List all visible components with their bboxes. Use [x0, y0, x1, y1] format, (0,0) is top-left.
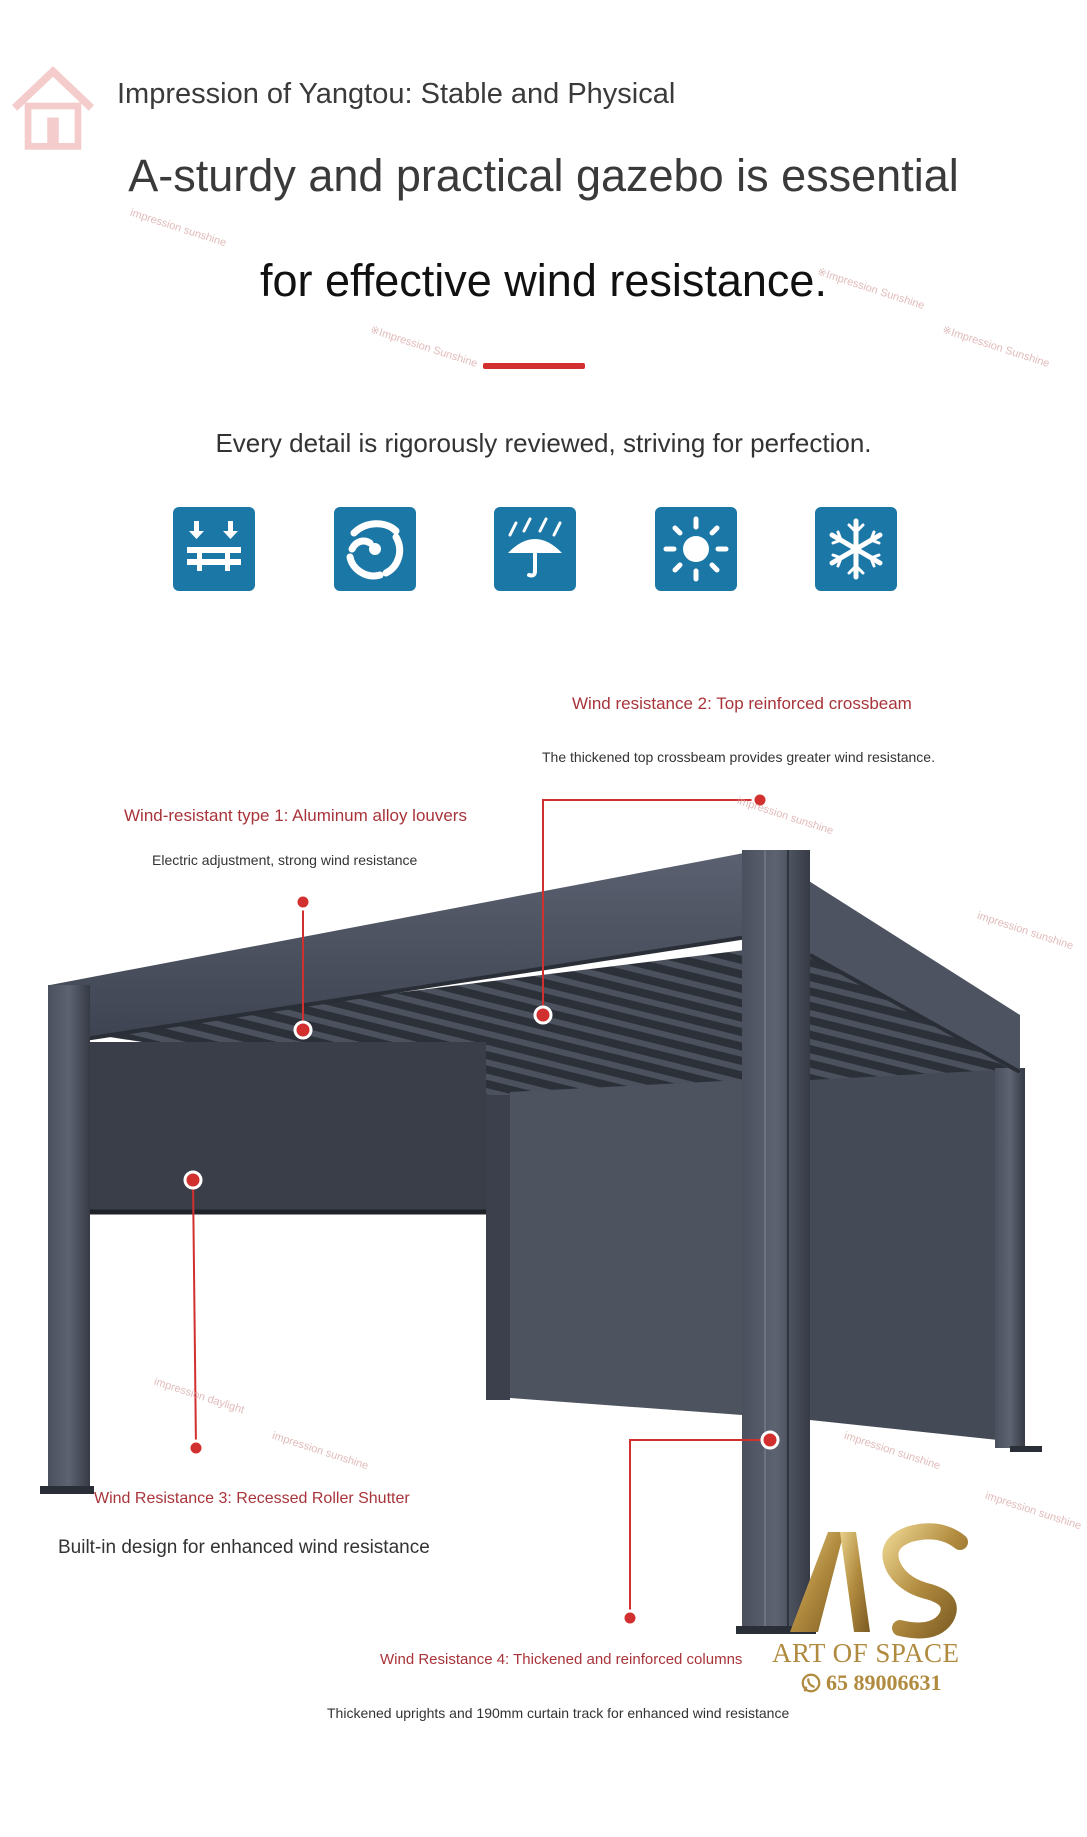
callout-columns-title: Wind Resistance 4: Thickened and reinforced columns	[380, 1651, 743, 1668]
watermark: ※Impression Sunshine	[815, 265, 926, 312]
watermark: impression sunshine	[735, 794, 835, 838]
watermark: impression sunshine	[128, 206, 228, 250]
callout-crossbeam-desc: The thickened top crossbeam provides greater wind resistance.	[542, 749, 935, 765]
as-monogram-icon	[770, 1520, 990, 1640]
watermark: impression sunshine	[270, 1429, 370, 1473]
watermark: impression daylight	[152, 1375, 246, 1417]
headline-line-2: for effective wind resistance.	[260, 255, 827, 306]
tagline: Every detail is rigorously reviewed, striving for perfection.	[215, 428, 872, 458]
headline-line-1: A-sturdy and practical gazebo is essential	[128, 150, 959, 201]
brand-logo	[770, 1520, 990, 1695]
watermark: impression sunshine	[983, 1489, 1083, 1533]
section-kicker: Impression of Yangtou: Stable and Physical	[117, 78, 676, 110]
watermark: impression sunshine	[975, 909, 1075, 953]
callout-louvers-title: Wind-resistant type 1: Aluminum alloy louvers	[124, 806, 467, 825]
callout-shutter-title: Wind Resistance 3: Recessed Roller Shutter	[94, 1490, 410, 1507]
callout-columns-desc: Thickened uprights and 190mm curtain track for enhanced wind resistance	[327, 1705, 790, 1721]
callout-shutter-desc: Built-in design for enhanced wind resistance	[58, 1537, 430, 1558]
phone-number: 65 89006631	[826, 1670, 942, 1695]
whatsapp-contact	[800, 1670, 942, 1696]
whatsapp-icon	[800, 1672, 822, 1694]
callout-crossbeam-title: Wind resistance 2: Top reinforced crossbeam	[572, 694, 912, 713]
watermark: impression sunshine	[842, 1429, 942, 1473]
watermark: ※Impression Sunshine	[368, 323, 479, 370]
watermark: ※Impression Sunshine	[940, 323, 1051, 370]
callout-louvers-desc: Electric adjustment, strong wind resistance	[152, 852, 418, 868]
brand-name: ART OF SPACE	[772, 1638, 960, 1668]
